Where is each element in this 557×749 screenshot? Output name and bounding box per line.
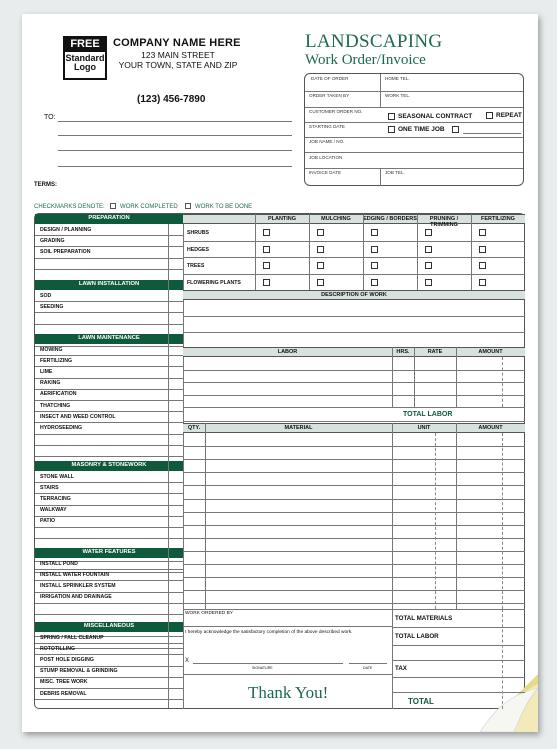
service-check-cell[interactable] bbox=[168, 301, 183, 312]
service-check-cell[interactable] bbox=[168, 389, 183, 400]
service-item: SEEDING bbox=[40, 303, 64, 310]
work-ordered-by-label: WORK ORDERED BY bbox=[185, 611, 233, 616]
labor-amount-label: AMOUNT bbox=[478, 349, 503, 355]
service-check-cell[interactable] bbox=[168, 592, 183, 603]
grid-checkbox[interactable] bbox=[317, 262, 324, 269]
service-check-cell[interactable] bbox=[168, 654, 183, 665]
company-address bbox=[113, 50, 243, 70]
grid-checkbox[interactable] bbox=[317, 229, 324, 236]
service-item: PATIO bbox=[40, 518, 56, 525]
invoice-form bbox=[22, 14, 538, 732]
starting-date-label: STARTING DATE bbox=[309, 124, 345, 129]
service-check-cell[interactable] bbox=[168, 677, 183, 688]
grid-checkbox[interactable] bbox=[479, 246, 486, 253]
form-title: LANDSCAPING bbox=[305, 31, 443, 52]
service-item: STUMP REMOVAL & GRINDING bbox=[40, 668, 118, 675]
service-check-cell[interactable] bbox=[168, 505, 183, 516]
invoice-date-label: INVOICE DATE bbox=[309, 170, 342, 175]
repeat-checkbox[interactable] bbox=[486, 112, 493, 119]
service-item: HYDROSEEDING bbox=[40, 424, 83, 431]
grid-row-label: HEDGES bbox=[187, 246, 209, 253]
tax-label: TAX bbox=[395, 665, 407, 672]
grid-checkbox[interactable] bbox=[317, 246, 324, 253]
signature-field[interactable] bbox=[188, 660, 392, 670]
terms-label: TERMS: bbox=[34, 182, 57, 188]
job-location-label: JOB LOCATION bbox=[309, 155, 343, 160]
total-label: TOTAL bbox=[408, 697, 434, 706]
other-job-checkbox[interactable] bbox=[452, 126, 459, 133]
service-check-cell[interactable] bbox=[168, 666, 183, 677]
service-item: WALKWAY bbox=[40, 507, 67, 514]
home-tel-label: HOME TEL. bbox=[385, 76, 410, 81]
service-item: MOWING bbox=[40, 346, 63, 353]
date-label: DATE bbox=[363, 666, 373, 670]
service-check-cell[interactable] bbox=[168, 688, 183, 699]
job-tel-label: JOB TEL. bbox=[385, 170, 405, 175]
service-check-cell[interactable] bbox=[168, 516, 183, 527]
service-item: STONE WALL bbox=[40, 473, 74, 480]
description-field[interactable] bbox=[183, 300, 525, 346]
company-phone: (123) 456-7890 bbox=[137, 94, 206, 105]
service-item: INSECT AND WEED CONTROL bbox=[40, 413, 116, 420]
labor-label: LABOR bbox=[277, 349, 298, 355]
service-item: GRADING bbox=[40, 237, 65, 244]
service-item: FERTILIZING bbox=[40, 357, 72, 364]
service-item: DESIGN / PLANNING bbox=[40, 226, 92, 233]
service-item: INSTALL POND bbox=[40, 560, 78, 567]
page-curl-icon bbox=[480, 674, 538, 732]
service-item: POST HOLE DIGGING bbox=[40, 656, 94, 663]
grid-checkbox[interactable] bbox=[479, 262, 486, 269]
seasonal-contract-checkbox[interactable] bbox=[388, 113, 395, 120]
date-of-order-label: DATE OF ORDER bbox=[311, 76, 349, 81]
description-label: DESCRIPTION OF WORK bbox=[321, 292, 387, 298]
service-check-cell[interactable] bbox=[168, 558, 183, 569]
one-time-job-label: ONE TIME JOB bbox=[398, 126, 445, 133]
grid-checkbox[interactable] bbox=[371, 229, 378, 236]
material-label: MATERIAL bbox=[284, 425, 313, 431]
grid-checkbox[interactable] bbox=[479, 229, 486, 236]
service-check-cell[interactable] bbox=[168, 235, 183, 246]
acknowledgement-text: I hereby acknowledge the satisfactory completion of the above described work. bbox=[185, 630, 353, 635]
rate-label: RATE bbox=[427, 349, 443, 355]
grid-column-header: PLANTING bbox=[267, 216, 297, 222]
service-item: INSTALL SPRINKLER SYSTEM bbox=[40, 582, 116, 589]
service-item: RAKING bbox=[40, 380, 61, 387]
service-check-cell[interactable] bbox=[168, 366, 183, 377]
service-item: TERRACING bbox=[40, 495, 71, 502]
grid-checkbox[interactable] bbox=[263, 246, 270, 253]
grid-column-header: MULCHING bbox=[321, 216, 351, 222]
thank-you-text: Thank You! bbox=[248, 683, 329, 702]
service-check-cell[interactable] bbox=[168, 569, 183, 580]
section-header-5: WATER FEATURES bbox=[35, 548, 183, 558]
service-item: SOD bbox=[40, 292, 52, 299]
unit-label: UNIT bbox=[417, 425, 431, 431]
to-label: TO: bbox=[44, 114, 56, 121]
total-materials-label: TOTAL MATERIALS bbox=[395, 615, 453, 622]
grid-checkbox[interactable] bbox=[479, 279, 486, 286]
service-check-cell[interactable] bbox=[168, 344, 183, 355]
logo-standard-text: Standard Logo bbox=[65, 53, 105, 72]
grid-checkbox[interactable] bbox=[263, 279, 270, 286]
service-check-cell[interactable] bbox=[168, 290, 183, 301]
grid-column-header: EDGING / BORDERS bbox=[363, 216, 417, 222]
section-header-1: PREPARATION bbox=[35, 214, 183, 224]
grid-row-label: SHRUBS bbox=[187, 230, 209, 236]
standard-logo bbox=[63, 36, 107, 80]
grid-row-label: FLOWERING PLANTS bbox=[187, 279, 241, 286]
one-time-job-checkbox[interactable] bbox=[388, 126, 395, 133]
service-check-cell[interactable] bbox=[168, 355, 183, 366]
service-check-cell[interactable] bbox=[168, 493, 183, 504]
grid-column-header: PRUNING / TRIMMING bbox=[429, 216, 459, 228]
to-be-done-box-icon bbox=[185, 203, 191, 209]
service-check-cell[interactable] bbox=[168, 378, 183, 389]
service-item: AERIFICATION bbox=[40, 391, 77, 398]
work-tel-label: WORK TEL. bbox=[385, 93, 411, 98]
section-header-2: LAWN INSTALLATION bbox=[35, 280, 183, 290]
service-check-cell[interactable] bbox=[168, 411, 183, 422]
grid-row-label: TREES bbox=[187, 263, 205, 269]
form-subtitle: Work Order/Invoice bbox=[305, 52, 426, 68]
checkmarks-legend bbox=[34, 203, 252, 210]
company-city: YOUR TOWN, STATE AND ZIP bbox=[118, 60, 238, 70]
repeat-label: REPEAT bbox=[496, 112, 522, 119]
grid-checkbox[interactable] bbox=[371, 279, 378, 286]
service-item: IRRIGATION AND DRAINAGE bbox=[40, 594, 112, 601]
service-item: ROTOTILLING bbox=[40, 645, 76, 652]
service-item: SPRING / FALL CLEANUP bbox=[40, 634, 104, 641]
grid-checkbox[interactable] bbox=[317, 279, 324, 286]
company-street: 123 MAIN STREET bbox=[141, 50, 215, 60]
service-check-cell[interactable] bbox=[168, 224, 183, 235]
order-info-box bbox=[304, 73, 524, 186]
grid-checkbox[interactable] bbox=[425, 279, 432, 286]
completed-box-icon bbox=[110, 203, 116, 209]
customer-order-no-label: CUSTOMER ORDER NO. bbox=[309, 109, 363, 114]
order-taken-by-label: ORDER TAKEN BY bbox=[309, 93, 350, 98]
grid-checkbox[interactable] bbox=[371, 246, 378, 253]
checkmarks-label: CHECKMARKS DENOTE: bbox=[34, 204, 105, 210]
service-check-cell[interactable] bbox=[168, 643, 183, 654]
job-name-label: JOB NAME / NO. bbox=[309, 139, 345, 144]
service-item: THATCHING bbox=[40, 402, 71, 409]
work-completed-label: WORK COMPLETED bbox=[120, 204, 178, 210]
logo-free-text: FREE bbox=[65, 38, 105, 52]
service-item: STAIRS bbox=[40, 484, 59, 491]
service-check-cell[interactable] bbox=[168, 632, 183, 643]
section-header-6: MISCELLANEOUS bbox=[35, 622, 183, 632]
service-check-cell[interactable] bbox=[168, 400, 183, 411]
total-labor-label: TOTAL LABOR bbox=[403, 411, 453, 418]
section-header-4: MASONRY & STONEWORK bbox=[35, 461, 183, 471]
grid-checkbox[interactable] bbox=[425, 246, 432, 253]
material-amount-label: AMOUNT bbox=[478, 425, 503, 431]
work-to-be-done-label: WORK TO BE DONE bbox=[195, 204, 253, 210]
service-check-cell[interactable] bbox=[168, 246, 183, 257]
total-labor-footer-label: TOTAL LABOR bbox=[395, 633, 439, 640]
section-header-3: LAWN MAINTENANCE bbox=[35, 334, 183, 344]
company-name: COMPANY NAME HERE bbox=[113, 37, 241, 49]
qty-label: QTY. bbox=[187, 425, 201, 431]
grid-checkbox[interactable] bbox=[371, 262, 378, 269]
service-item: LIME bbox=[40, 368, 53, 375]
seasonal-contract-label: SEASONAL CONTRACT bbox=[398, 113, 473, 120]
signature-x: X bbox=[185, 658, 190, 664]
grid-checkbox[interactable] bbox=[425, 262, 432, 269]
grid-checkbox[interactable] bbox=[263, 229, 270, 236]
service-check-cell[interactable] bbox=[168, 580, 183, 591]
service-item: INSTALL WATER FOUNTAIN bbox=[40, 571, 110, 578]
hrs-label: HRS. bbox=[396, 349, 410, 355]
service-item: DEBRIS REMOVAL bbox=[40, 690, 87, 697]
service-check-cell[interactable] bbox=[168, 471, 183, 482]
signature-label: SIGNATURE bbox=[252, 666, 273, 670]
grid-checkbox[interactable] bbox=[263, 262, 270, 269]
service-check-cell[interactable] bbox=[168, 422, 183, 433]
grid-column-header: FERTILIZING bbox=[481, 216, 515, 222]
grid-checkbox[interactable] bbox=[425, 229, 432, 236]
service-item: MISC. TREE WORK bbox=[40, 679, 88, 686]
service-check-cell[interactable] bbox=[168, 482, 183, 493]
service-item: SOIL PREPARATION bbox=[40, 248, 91, 255]
